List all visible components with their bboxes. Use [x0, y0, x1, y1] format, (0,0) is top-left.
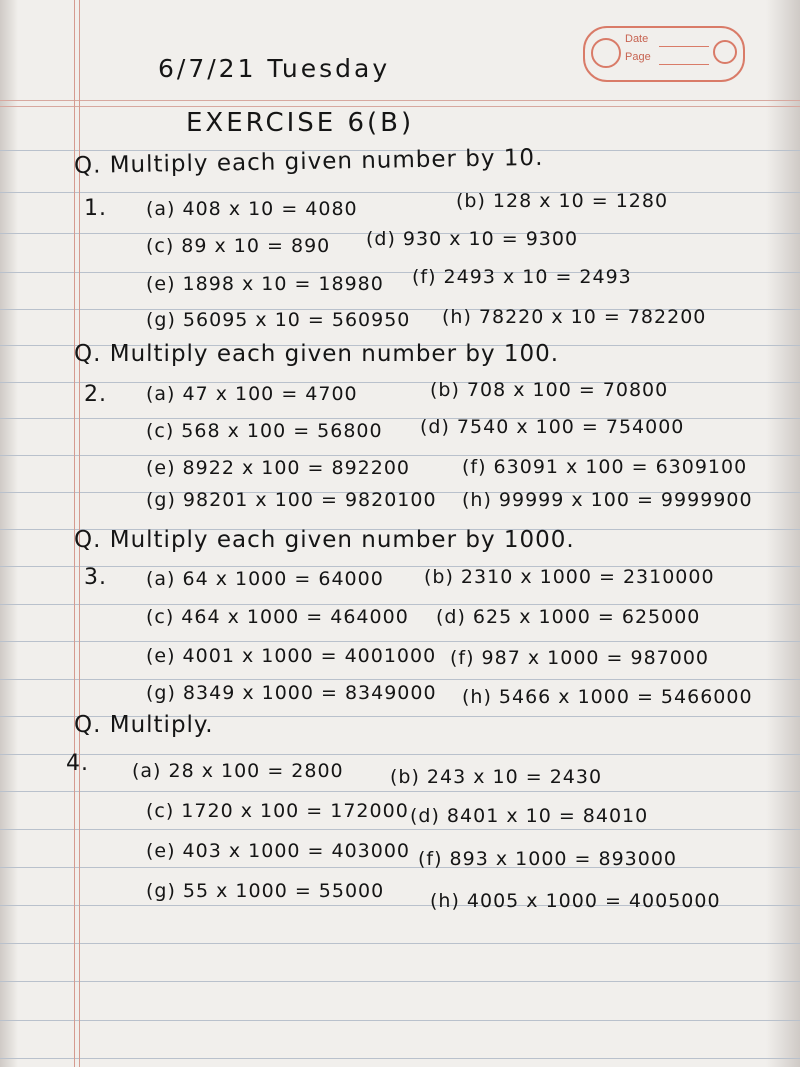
date-page-badge — [583, 26, 745, 82]
badge-circle-icon — [591, 38, 621, 68]
question-1: Q. Multiply each given number by 10. — [73, 144, 544, 179]
answer-item: (d) 930 x 10 = 9300 — [366, 228, 579, 250]
answer-item: (h) 5466 x 1000 = 5466000 — [462, 686, 753, 708]
answer-item: (g) 8349 x 1000 = 8349000 — [146, 682, 437, 704]
badge-circle-icon — [713, 40, 737, 64]
answer-item: (b) 708 x 100 = 70800 — [430, 379, 669, 401]
answer-item: (f) 2493 x 10 = 2493 — [412, 266, 632, 288]
question-4: Q. Multiply. — [74, 712, 214, 738]
question-3: Q. Multiply each given number by 1000. — [74, 527, 575, 553]
answer-item: (d) 7540 x 100 = 754000 — [420, 416, 685, 438]
notebook-binding — [0, 0, 18, 1067]
answer-item: (d) 625 x 1000 = 625000 — [436, 606, 701, 628]
answer-item: (c) 464 x 1000 = 464000 — [146, 606, 409, 628]
exercise-title: EXERCISE 6(B) — [186, 108, 415, 138]
ruled-line — [0, 754, 800, 755]
answer-item: (b) 243 x 10 = 2430 — [390, 766, 603, 788]
ruled-line — [0, 272, 800, 273]
answer-item: (b) 128 x 10 = 1280 — [456, 190, 669, 212]
ruled-line — [0, 382, 800, 383]
date-line: 6/7/21 Tuesday — [158, 54, 391, 83]
answer-item: (a) 47 x 100 = 4700 — [146, 383, 358, 405]
header-rule — [0, 100, 800, 101]
date-label: Date — [625, 33, 649, 45]
answer-item: (e) 403 x 1000 = 403000 — [146, 840, 411, 862]
answer-item: (f) 987 x 1000 = 987000 — [450, 647, 710, 669]
ruled-line — [0, 679, 800, 680]
answer-item: (e) 4001 x 1000 = 4001000 — [146, 645, 437, 667]
question-number-1: 1. — [84, 196, 107, 221]
page-blank-line — [659, 64, 709, 65]
answer-item: (b) 2310 x 1000 = 2310000 — [424, 566, 715, 588]
ruled-line — [0, 981, 800, 982]
answer-item: (e) 8922 x 100 = 892200 — [146, 457, 411, 479]
page-label: Page — [625, 51, 651, 63]
answer-item: (c) 89 x 10 = 890 — [146, 235, 331, 257]
ruled-line — [0, 604, 800, 605]
answer-item: (g) 55 x 1000 = 55000 — [146, 880, 385, 902]
answer-item: (g) 56095 x 10 = 560950 — [146, 309, 411, 331]
answer-item: (d) 8401 x 10 = 84010 — [410, 805, 649, 827]
ruled-line — [0, 943, 800, 944]
question-number-2: 2. — [84, 382, 107, 407]
question-number-3: 3. — [84, 565, 107, 590]
answer-item: (h) 99999 x 100 = 9999900 — [462, 489, 753, 511]
answer-item: (f) 893 x 1000 = 893000 — [418, 848, 678, 870]
ruled-line — [0, 1020, 800, 1021]
answer-item: (a) 408 x 10 = 4080 — [146, 198, 358, 220]
ruled-line — [0, 867, 800, 868]
answer-item: (h) 78220 x 10 = 782200 — [442, 306, 707, 328]
question-number-4: 4. — [66, 751, 89, 776]
date-blank-line — [659, 46, 709, 47]
answer-item: (a) 28 x 100 = 2800 — [132, 760, 344, 782]
header-rule — [0, 106, 800, 107]
answer-item: (e) 1898 x 10 = 18980 — [146, 273, 384, 295]
ruled-line — [0, 829, 800, 830]
answer-item: (c) 1720 x 100 = 172000 — [146, 800, 409, 822]
answer-item: (g) 98201 x 100 = 9820100 — [146, 489, 437, 511]
ruled-line — [0, 192, 800, 193]
answer-item: (h) 4005 x 1000 = 4005000 — [430, 890, 721, 912]
answer-item: (c) 568 x 100 = 56800 — [146, 420, 383, 442]
ruled-line — [0, 791, 800, 792]
page-edge — [766, 0, 800, 1067]
ruled-line — [0, 641, 800, 642]
question-2: Q. Multiply each given number by 100. — [74, 341, 560, 367]
answer-item: (f) 63091 x 100 = 6309100 — [462, 456, 748, 478]
answer-item: (a) 64 x 1000 = 64000 — [146, 568, 384, 590]
ruled-line — [0, 1058, 800, 1059]
